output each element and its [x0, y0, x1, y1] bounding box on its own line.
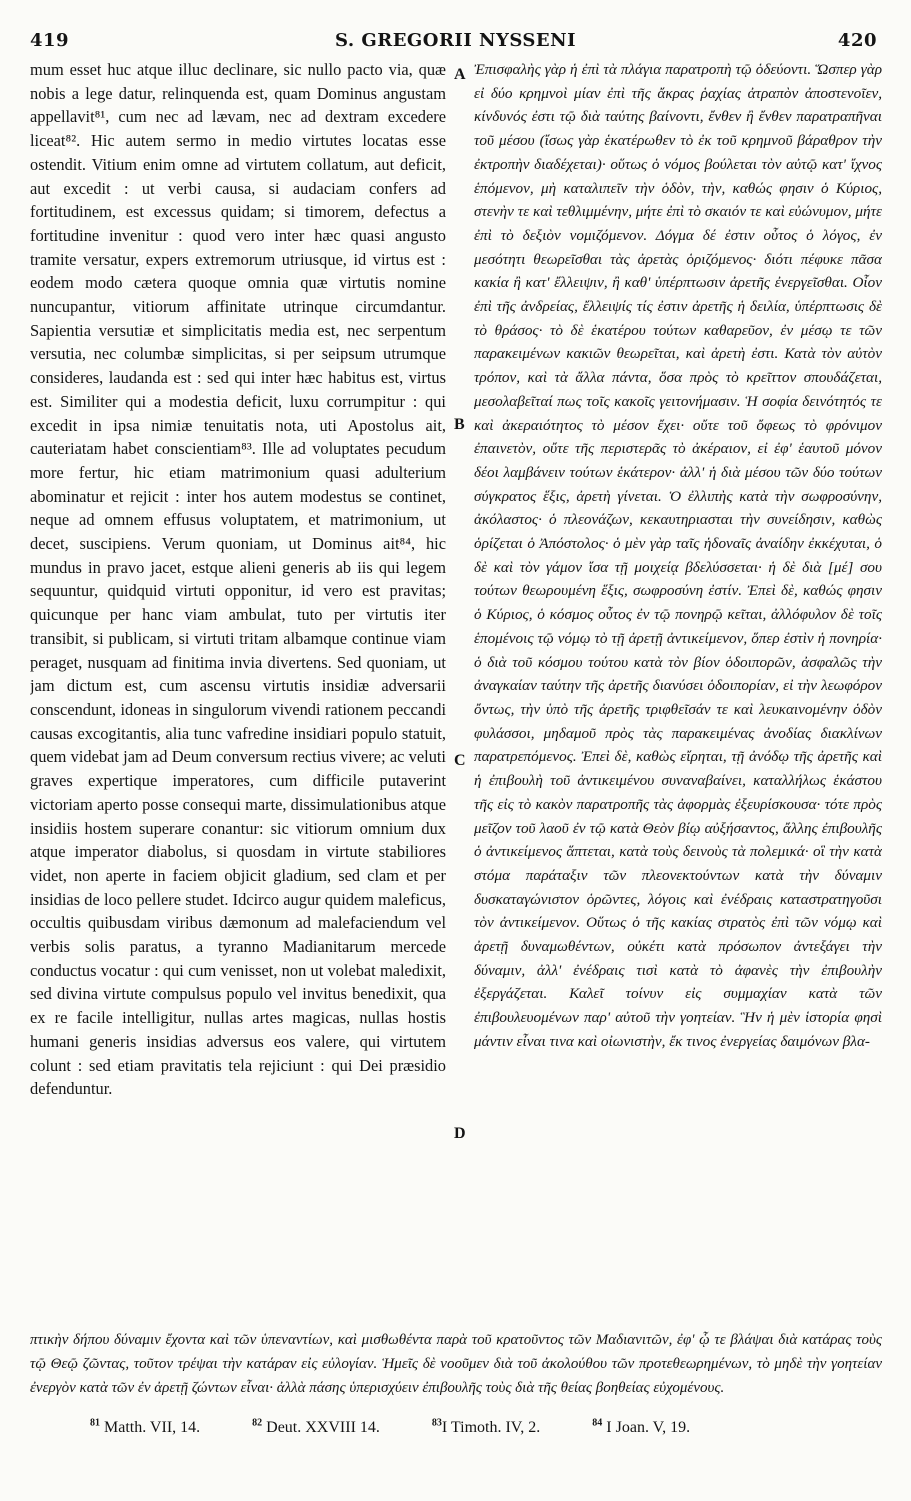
latin-column: mum esset huc atque illuc declinare, sic nullo pacto via, quæ nobis a lege datur, relinquenda est, quam Dominus angustam appellavit⁸¹, cum nec ad lævam, nec ad dextram excedere liceat⁸². Hic autem sermo in medio virtutes locatas esse ostendit. Vitium enim omne ad virtutem collatum, aut deficit, aut excedit : ut verbi causa, si audaciam confers ad fortitudinem, est excessus quidam; si timorem, defectus a fortitudine invenitur : quod vero inter hæc quasi angusto tramite versatur, expers extremorum utriusque, id virtus est : eodem modo cætera quoque omnia quæ virtutis nomine nuncupantur, vitiorum affinitate utrinque circumdantur. Sapientia versutiæ et simplicitatis media est, nec serpentum versutia, nec columbæ simplicitas, si per seipsum utrumque consideres, laudanda est : sed qui inter hæc habitus est, virtus est. Similiter qui a modestia deficit, luxu corrumpitur : qui excedit in ipsa nimiæ tenuitatis nota, uti Apostolus ait, cauteriatam habet conscientiam⁸³. Ille ad voluptates pecudum more fertur, hic etiam matrimonium quasi adulterium abominatur et rejicit : inter hos autem modestus se continet, neque ad omnem effusus voluptatem, et matrimonium, ut decet, suscipiens. Verum quoniam, ut Dominus ait⁸⁴, hic mundus in pravo jacet, estque alieni generis ab iis qui legem sequuntur, quidquid virtuti opponitur, id vero est pravitas; quicunque per hanc viam ambulat, tuto per virtutis iter transibit, si publicam, si virtuti tritam albamque continue viam peraget, nusquam ad finitima invia divertens. Sed quoniam, ut jam dictum est, cum ascensu virtutis insidiæ adversarii conscendunt, idoneas in singulorum vivendi rationem peccandi causas excogitantis, alia tunc vafredine insidiari populo statuit, quem videbat jam ad Deum conversum rectius vivere; ac veluti graves expertique imperatores, cum difficile putaverint victoriam aperto posse consequi marte, dissimulationibus atque insidiis hostem superare conantur: sic vitiorum omnium dux atque imperator diabolus, si quosdam in virtute stabiliores videt, non aperte in faciem objicit gladium, sed clam et per insidias de loco pellere studet. Idcirco augur quidem maleficus, occultis quibusdam viribus dæmonum ad malefaciendum vel verbis solis paratus, a tyranno Madianitarum mercede conductus vocatur : qui cum venisset, non ut volebat maledixit, sed divina virtute compulsus populo vel invitus benedixit, qua ex re facile intelligitur, nullas artes magicas, nullas hostis humani generis insidias adversus eos valere, qui virtutem colunt : sed etiam pravitatis tela rejiciunt : qui Dei præsidio defenduntur.: [30, 60, 446, 1099]
page-number-right: 420: [837, 30, 877, 51]
page-header: [0, 30, 911, 56]
footnote: $^{84}$ I Joan. V, 19.: [592, 1418, 691, 1437]
footnote: $^{82}$ Deut. XXVIII 14.: [252, 1418, 380, 1437]
greek-column: Ἐπισφαλὴς γὰρ ἡ ἐπὶ τὰ πλάγια παρατροπὴ τῷ ὁδεύοντι. Ὥσπερ γὰρ εἰ δύο κρημνοὶ μίαν ἐπὶ τῆς ἄκρας ῥαχίας ἀτραπὸν ἀποστενοῖεν, κίνδυνός ἐστι τῷ διὰ ταύτης βαίνοντι, ἔνθεν ἢ ἔνθεν παρατραπῆναι τοῦ μέσου (ἴσως γὰρ ἑκατέρωθεν τὸ ἐκ τοῦ κρημνοῦ βάραθρον τὴν ἐκτροπὴν διαδέχεται)· οὕτως ὁ νόμος βούλεται τὸν αὐτῷ κατ' ἴχνος ἑπόμενον, μὴ καταλιπεῖν τὴν ὁδὸν, τὴν, καθώς φησιν ὁ Κύριος, στενὴν τε καὶ τεθλιμμένην, μήτε ἐπὶ τὸ σκαιόν τε καὶ εὐώνυμον, μήτε ἐπὶ τὸ δεξιὸν νομιζόμενον. Δόγμα δέ ἐστιν οὗτος ὁ λόγος, ἐν μεσότητι θεωρεῖσθαι τὰς ἀρετὰς ὁριζόμενος· διότι πέφυκε πᾶσα κακία ἢ κατ' ἔλλειψιν, ἢ καθ' ὑπέρπτωσιν ἀρετῆς ἐνεργεῖσθαι. Οἷον ἐπὶ τῆς ἀνδρείας, ἔλλειψίς τίς ἐστιν ἀρετῆς ἡ δειλία, ὑπέρπτωσις δὲ τὸ θράσος· τὸ δὲ ἑκατέρου τούτων καθαρεῦον, ἐν μέσῳ τε τῶν παρακειμένων κακιῶν θεωρεῖται, καὶ ἀρετὴ ἐστι. Κατὰ τὸν αὐτὸν τρόπον, καὶ τὰ ἄλλα πάντα, ὅσα πρὸς τὸ κρεῖττον σπουδάζεται, μεσολαβεῖταί πως τοῖς κακοῖς γειτονήμασιν. Ἡ σοφία δεινότητός τε καὶ ἀκεραιότητος τὸ μέσον ἔχει· οὔτε τοῦ ὄφεως τὸ φρόνιμον ἐπαινετὸν, οὔτε τῆς περιστερᾶς τὸ ἀκέραιον, εἰ ἐφ' ἑαυτοῦ μόνον δέοι λαμβάνειν τούτων ἑκάτερον· ἀλλ' ἡ διὰ μέσου τῶν δύο τούτων σύγκρατος ἕξις, ἀρετὴ γίνεται. Ὁ ἐλλιπὴς κατὰ τὴν σωφροσύνην, ἀκόλαστος· ὁ πλεονάζων, κεκαυτηριασται τὴν συνείδησιν, καθὼς ὁρίζεται ὁ Ἀπόστολος· ὁ μὲν γὰρ ταῖς ἡδοναῖς ἀναίδην ἐκκέχυται, ὁ δὲ καὶ τὸν γάμον ἴσα τῇ μοιχείᾳ βδελύσσεται· ἡ δὲ διὰ [μέ] σου τούτων θεωρουμένη ἕξις, σωφροσύνη ἐστίν. Ἐπεὶ δὲ, καθώς φησιν ὁ Κύριος, ὁ κόσμος οὗτος ἐν τῷ πονηρῷ κεῖται, ἀλλόφυλον δὲ τοῖς ἑπομένοις τῷ νόμῳ τὸ τῇ ἀρετῇ ἀντικείμενον, ὅπερ ἐστὶν ἡ πονηρία· ὁ διὰ τοῦ κόσμου τούτου κατὰ τὸν βίον ὁδοιπορῶν, ἀσφαλῶς τὴν ἀναγκαίαν ταύτην τῆς ἀρετῆς διανύσει ὁδοιπορίαν, εἰ τὴν λεωφόρον ὄντως, τὴν ὑπὸ τῆς ἀρετῆς τριφθεῖσάν τε καὶ λευκαινομένην ὁδὸν φυλάσσοι, μηδαμοῦ πρὸς τὰς παρακειμένας ἀνοδίας διακλίνων παρατρεπόμενος. Ἐπεὶ δὲ, καθὼς εἴρηται, τῇ ἀνόδῳ τῆς ἀρετῆς καὶ ἡ ἐπιβουλὴ τοῦ ἀντικειμένου συναναβαίνει, καταλλήλως ἑκάστου τῆς εἰς τὸ κακὸν παρατροπῆς τὰς ἀφορμὰς ἐξευρίσκουσα· τότε πρὸς μεῖζον τοῦ λαοῦ ἐν τῷ κατὰ Θεὸν βίῳ αὐξήσαντος, ἄλλης ἐπιβουλῆς ὁ ἀντικείμενος ἅπτεται, κατὰ τοὺς δεινοὺς τὰ πολεμικά· οἳ τὴν κατὰ στόμα παράταξιν τῶν πλεονεκτούντων κατὰ τὴν δύναμιν δυσκαταγώνιστον ὁρῶντες, λόγοις καὶ ἐνέδραις καταστρατηγοῦσι τὸν ἀντικείμενον. Οὕτως ὁ τῆς κακίας στρατὸς ἐπὶ τῶν νόμῳ καὶ ἀρετῇ δυναμωθέντων, οὐκέτι κατὰ πρόσωπον ἀντεξάγει τὴν δύναμιν, ἀλλ' ἐνέδραις τισὶ κατὰ τὸ ἀφανὲς τὴν ἐπιβουλὴν ἐξεργάζεται. Καλεῖ τοίνυν εἰς συμμαχίαν κατὰ τῶν ἐπιβουλευομένων παρ' αὐτοῦ τὴν γοητείαν. Ἣν ἡ μὲν ἱστορία φησὶ μάντιν εἶναι τινα καὶ οἰωνιστὴν, ἔκ τινος ἐνεργείας δαιμόνων βλα-: [474, 61, 882, 1050]
margin-letter-a: A: [454, 66, 466, 83]
margin-letter-b: B: [454, 416, 465, 433]
margin-letter-c: C: [454, 752, 466, 769]
footnote: $^{83}$I Timoth. IV, 2.: [431, 1418, 541, 1437]
footnote: $^{81}$ Matth. VII, 14.: [90, 1418, 201, 1437]
footnotes: [90, 1418, 870, 1437]
page-number-left: 419: [30, 30, 70, 51]
running-title: S. GREGORII NYSSENI: [334, 30, 577, 51]
margin-letter-d: D: [454, 1125, 466, 1142]
greek-continuation: πτικὴν δήπου δύναμιν ἔχοντα καὶ τῶν ὑπεναντίων, καὶ μισθωθέντα παρὰ τοῦ κρατοῦντος τῶν Μαδιανιτῶν, ἐφ' ᾧ τε βλάψαι διὰ κατάρας τοὺς τῷ Θεῷ ζῶντας, τοῦτον τρέψαι τὴν κατάραν εἰς εὐλογίαν. Ἡμεῖς δὲ νοοῦμεν διὰ τοῦ ἀκολούθου τῶν προτεθεωρημένων, τὸ μηδὲ τὴν γοητείαν ἐνεργὸν κατὰ τῶν ἐν ἀρετῇ ζώντων εἶναι· ἀλλὰ πάσης ὑπερισχύειν ἐπιβουλῆς τοὺς διὰ τῆς θείας βοηθείας εὐχομένους.: [30, 1332, 882, 1396]
